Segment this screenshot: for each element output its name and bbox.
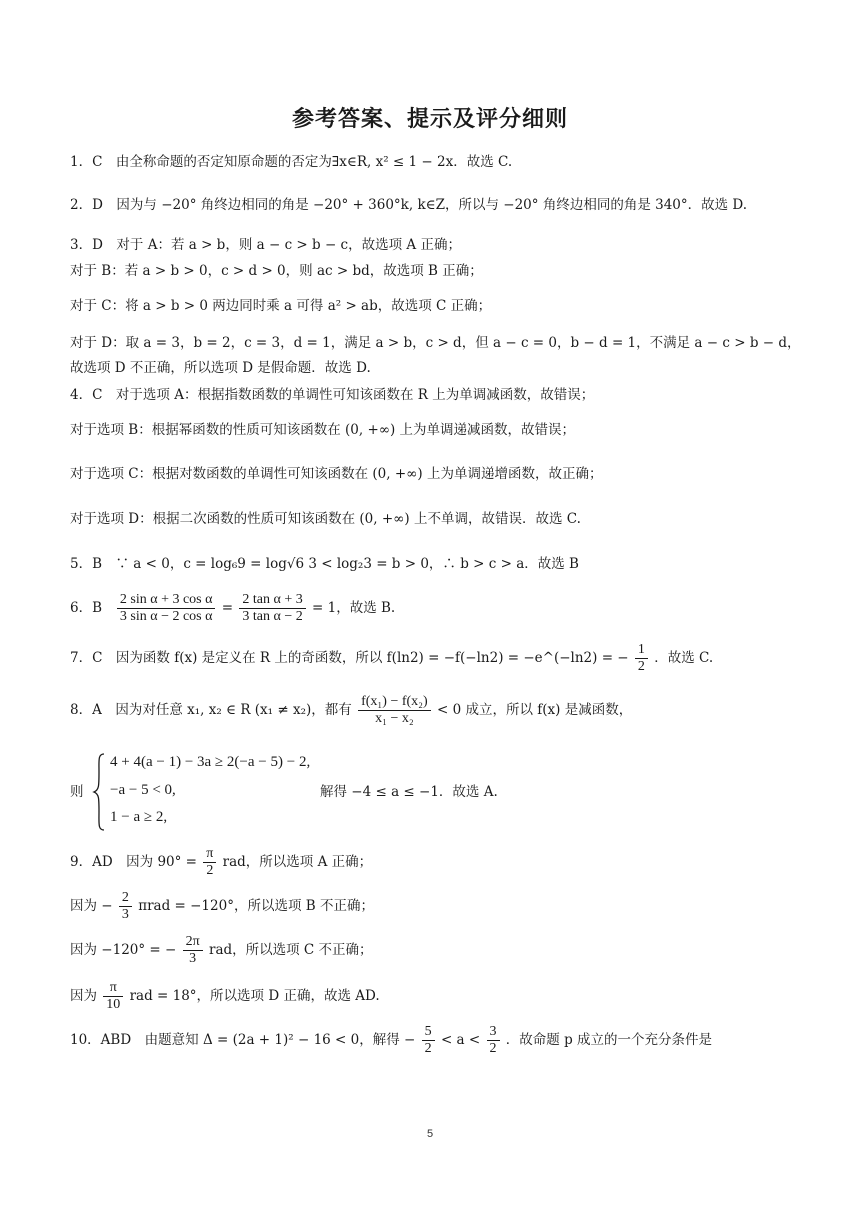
answer-line-18 (70, 934, 800, 967)
fraction-numerator: 2 (119, 890, 132, 907)
left-brace-icon (92, 752, 106, 832)
answer-line-5: 对于 C：将 a > b > 0 两边同时乘 a 可得 a² > ab，故选项 C 正确； (70, 298, 492, 314)
answer-line-4: 对于 B：若 a > b > 0，c > d > 0，则 ac > bd，故选项 B 正确； (70, 263, 483, 279)
line-tail: ．故选 C. (654, 650, 714, 666)
fraction-numerator: 2 tan α + 3 (239, 592, 305, 609)
fraction-denominator: 10 (106, 997, 121, 1012)
fraction-denominator: 3 sin α − 2 cos α (119, 609, 213, 624)
answer-line-2: 2．D 因为与 −20° 角终边相同的角是 −20° + 360°k, k∈Z，所以与 −20° 角终边相同的角是 340°．故选 D. (70, 197, 748, 213)
line-head: 7．C 因为函数 f(x) 是定义在 R 上的奇函数，所以 f(ln2) = −f(−ln2) = −e^(−ln2) = − (70, 650, 629, 666)
fraction-denominator: x₁ − x₂ (375, 711, 414, 726)
fraction (358, 694, 431, 727)
fraction (183, 934, 203, 967)
system-row-1: 4 + 4(a − 1) − 3a ≥ 2(−a − 5) − 2, (110, 754, 311, 770)
answer-line-9: 对于选项 B：根据幂函数的性质可知该函数在 (0, +∞) 上为单调递减函数，故错误； (70, 422, 576, 438)
system-row-2: −a − 5 < 0, (110, 782, 176, 798)
line-head: 10．ABD 由题意知 Δ = (2a + 1)² − 16 < 0，解得 − (70, 1032, 416, 1048)
line-head: 因为 (70, 988, 97, 1004)
fraction (103, 980, 123, 1013)
fraction-denominator: 3 (189, 951, 197, 966)
answer-line-8: 4．C 对于选项 A：根据指数函数的单调性可知该函数在 R 上为单调减函数，故错误； (70, 387, 595, 403)
page-number: 5 (426, 1128, 434, 1140)
fraction-denominator: 2 (489, 1041, 497, 1056)
line-tail: rad，所以选项 C 不正确； (209, 942, 373, 958)
fraction (635, 642, 648, 675)
fraction-numerator: 5 (422, 1024, 435, 1041)
system-result: 解得 −4 ≤ a ≤ −1．故选 A. (320, 784, 498, 800)
answer-line-3: 3．D 对于 A：若 a > b，则 a − c > b − c，故选项 A 正确； (70, 237, 461, 253)
line-head: 因为 −120° = − (70, 942, 177, 958)
fraction-numerator: f(x₁) − f(x₂) (358, 694, 431, 711)
equals-sign: = (221, 600, 234, 616)
answer-line-15 (70, 694, 800, 727)
answer-line-13 (70, 592, 800, 625)
answer-line-20 (70, 1024, 800, 1057)
fraction (239, 592, 305, 625)
line-tail: = 1，故选 B. (312, 600, 396, 616)
line-head: 9．AD 因为 90° = (70, 854, 197, 870)
fraction-numerator: 3 (487, 1024, 500, 1041)
answer-line-19 (70, 980, 800, 1013)
answer-line-14 (70, 642, 800, 675)
line-head: 因为 − (70, 898, 113, 914)
answer-line-11: 对于选项 D：根据二次函数的性质可知该函数在 (0, +∞) 上不单调，故错误．故选 C. (70, 511, 581, 527)
line-tail: πrad = −120°，所以选项 B 不正确； (138, 898, 374, 914)
system-row-3: 1 − a ≥ 2, (110, 809, 168, 825)
answer-line-12: 5．B ∵ a < 0，c = log₆9 = log√6 3 < log₂3 = b > 0，∴ b > c > a．故选 B (70, 556, 579, 572)
fraction (203, 846, 216, 879)
fraction-denominator: 3 (121, 907, 129, 922)
question-label: 6．B (70, 600, 103, 616)
fraction (487, 1024, 500, 1057)
line-tail: rad，所以选项 A 正确； (222, 854, 373, 870)
fraction-numerator: π (203, 846, 216, 863)
fraction (422, 1024, 435, 1057)
answer-line-17 (70, 890, 800, 923)
line-tail: rad = 18°，所以选项 D 正确，故选 AD. (129, 988, 380, 1004)
fraction-denominator: 3 tan α − 2 (242, 609, 303, 624)
fraction-denominator: 2 (637, 659, 645, 674)
fraction-numerator: π (103, 980, 123, 997)
answer-line-7: 故选项 D 不正确，所以选项 D 是假命题．故选 D. (70, 360, 371, 376)
system-prefix: 则 (70, 784, 84, 800)
line-mid: < a < (440, 1032, 481, 1048)
fraction-numerator: 2π (183, 934, 203, 951)
page-title: 参考答案、提示及评分细则 (291, 107, 568, 132)
answer-line-1: 1．C 由全称命题的否定知原命题的否定为∃x∈R, x² ≤ 1 − 2x．故选 C. (70, 154, 513, 170)
fraction-numerator: 1 (635, 642, 648, 659)
answer-line-6: 对于 D：取 a = 3，b = 2，c = 3，d = 1，满足 a > b，c > d，但 a − c = 0，b − d = 1，不满足 a − c > b − d， (70, 335, 801, 351)
fraction (117, 592, 216, 625)
fraction-numerator: 2 sin α + 3 cos α (117, 592, 216, 609)
fraction-denominator: 2 (206, 863, 214, 878)
fraction (119, 890, 132, 923)
line-tail: < 0 成立，所以 f(x) 是减函数， (437, 702, 633, 718)
fraction-denominator: 2 (424, 1041, 432, 1056)
line-head: 8．A 因为对任意 x₁, x₂ ∈ R (x₁ ≠ x₂)，都有 (70, 702, 352, 718)
answer-line-16 (70, 846, 800, 879)
answer-line-10: 对于选项 C：根据对数函数的单调性可知该函数在 (0, +∞) 上为单调递增函数，故正确； (70, 466, 603, 482)
line-tail: ．故命题 p 成立的一个充分条件是 (505, 1032, 713, 1048)
